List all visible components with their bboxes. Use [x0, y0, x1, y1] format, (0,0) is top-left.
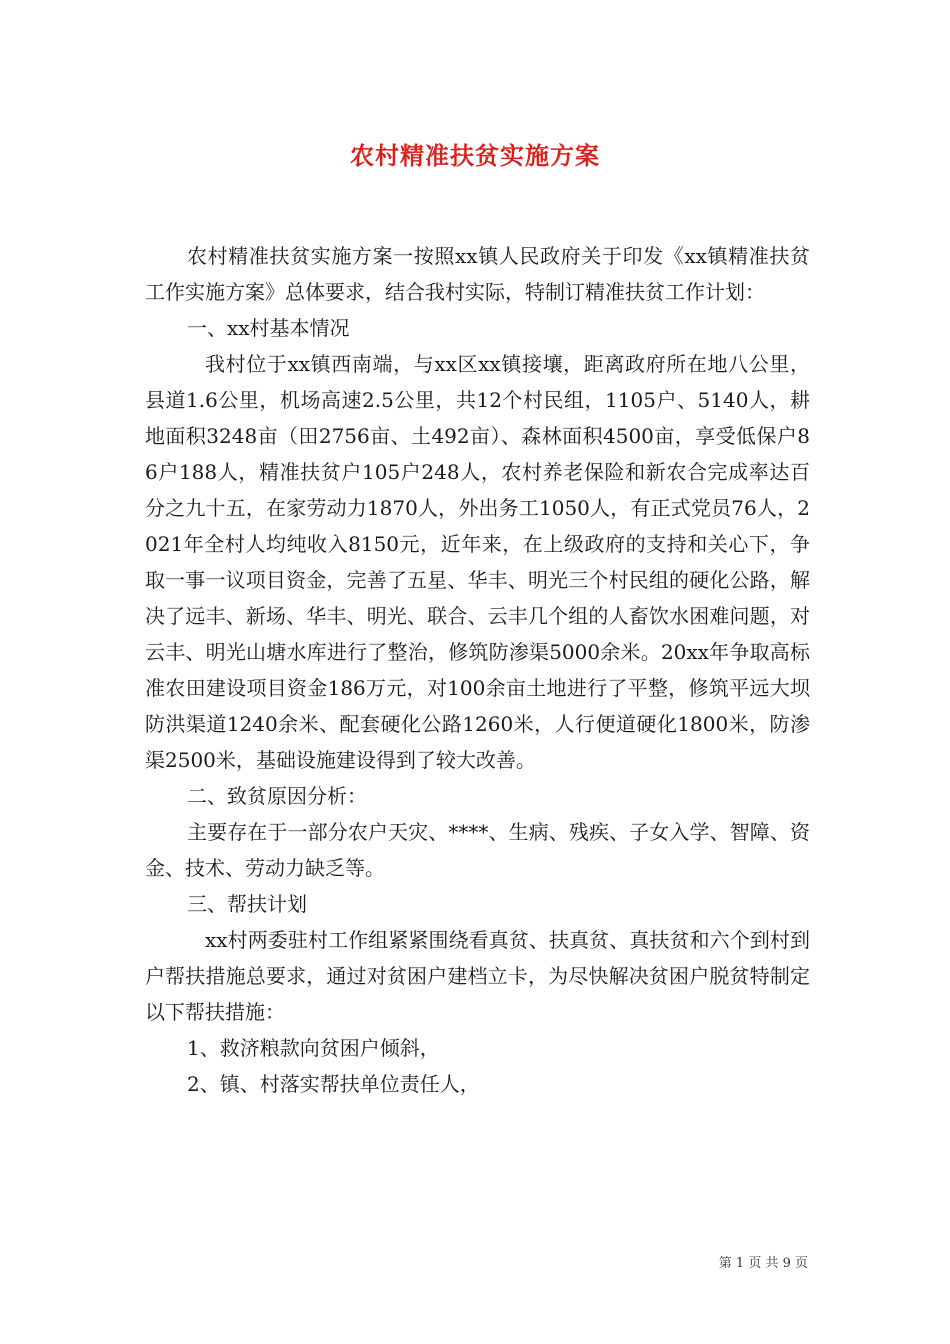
poverty-causes-paragraph: 主要存在于一部分农户天灾、****、生病、残疾、子女入学、智障、资金、技术、劳动力缺乏等。: [145, 820, 810, 880]
document-title: 农村精准扶贫实施方案: [350, 141, 600, 170]
section-heading-basic-info: 一、xx村基本情况: [187, 316, 350, 340]
section-heading-poverty-causes: 二、致贫原因分析：: [187, 784, 367, 808]
basic-info-paragraph: 我村位于xx镇西南端，与xx区xx镇接壤，距离政府所在地八公里，县道1.6公里，机场高速2.5公里，共12个村民组，1105户、5140人，耕地面积3248亩（田2756亩、土492亩）、森林面积4500亩，享受低保户86户188人，精准扶贫户105户248人，农村养老保险和新农合完成率达百分之九十五，在家劳动力1870人，外出务工1050人，有正式党员76人，2021年全村人均纯收入8150元，近年来，在上级政府的支持和关心下，争取一事一议项目资金，完善了五星、华丰、明光三个村民组的硬化公路，解决了远丰、新场、华丰、明光、联合、云丰几个组的人畜饮水困难问题，对云丰、明光山塘水库进行了整治，修筑防渗渠5000余米。20xx年争取高标准农田建设项目资金186万元，对100余亩土地进行了平整，修筑平远大坝防洪渠道1240余米、配套硬化公路1260米，人行便道硬化1800米，防渗渠2500米，基础设施建设得到了较大改善。: [145, 352, 810, 772]
list-item: 1、救济粮款向贫困户倾斜，: [187, 1036, 440, 1060]
intro-paragraph: 农村精准扶贫实施方案一按照xx镇人民政府关于印发《xx镇精准扶贫工作实施方案》总体要求，结合我村实际，特制订精准扶贫工作计划：: [145, 244, 810, 304]
section-heading-assistance-plan: 三、帮扶计划: [187, 892, 307, 916]
document-body: [145, 238, 810, 1102]
list-item: 2、镇、村落实帮扶单位责任人，: [187, 1072, 480, 1096]
assistance-plan-paragraph: xx村两委驻村工作组紧紧围绕看真贫、扶真贫、真扶贫和六个到村到户帮扶措施总要求，通过对贫困户建档立卡，为尽快解决贫困户脱贫特制定以下帮扶措施：: [145, 928, 810, 1024]
page-number: 第 1 页 共 9 页: [718, 1256, 808, 1271]
